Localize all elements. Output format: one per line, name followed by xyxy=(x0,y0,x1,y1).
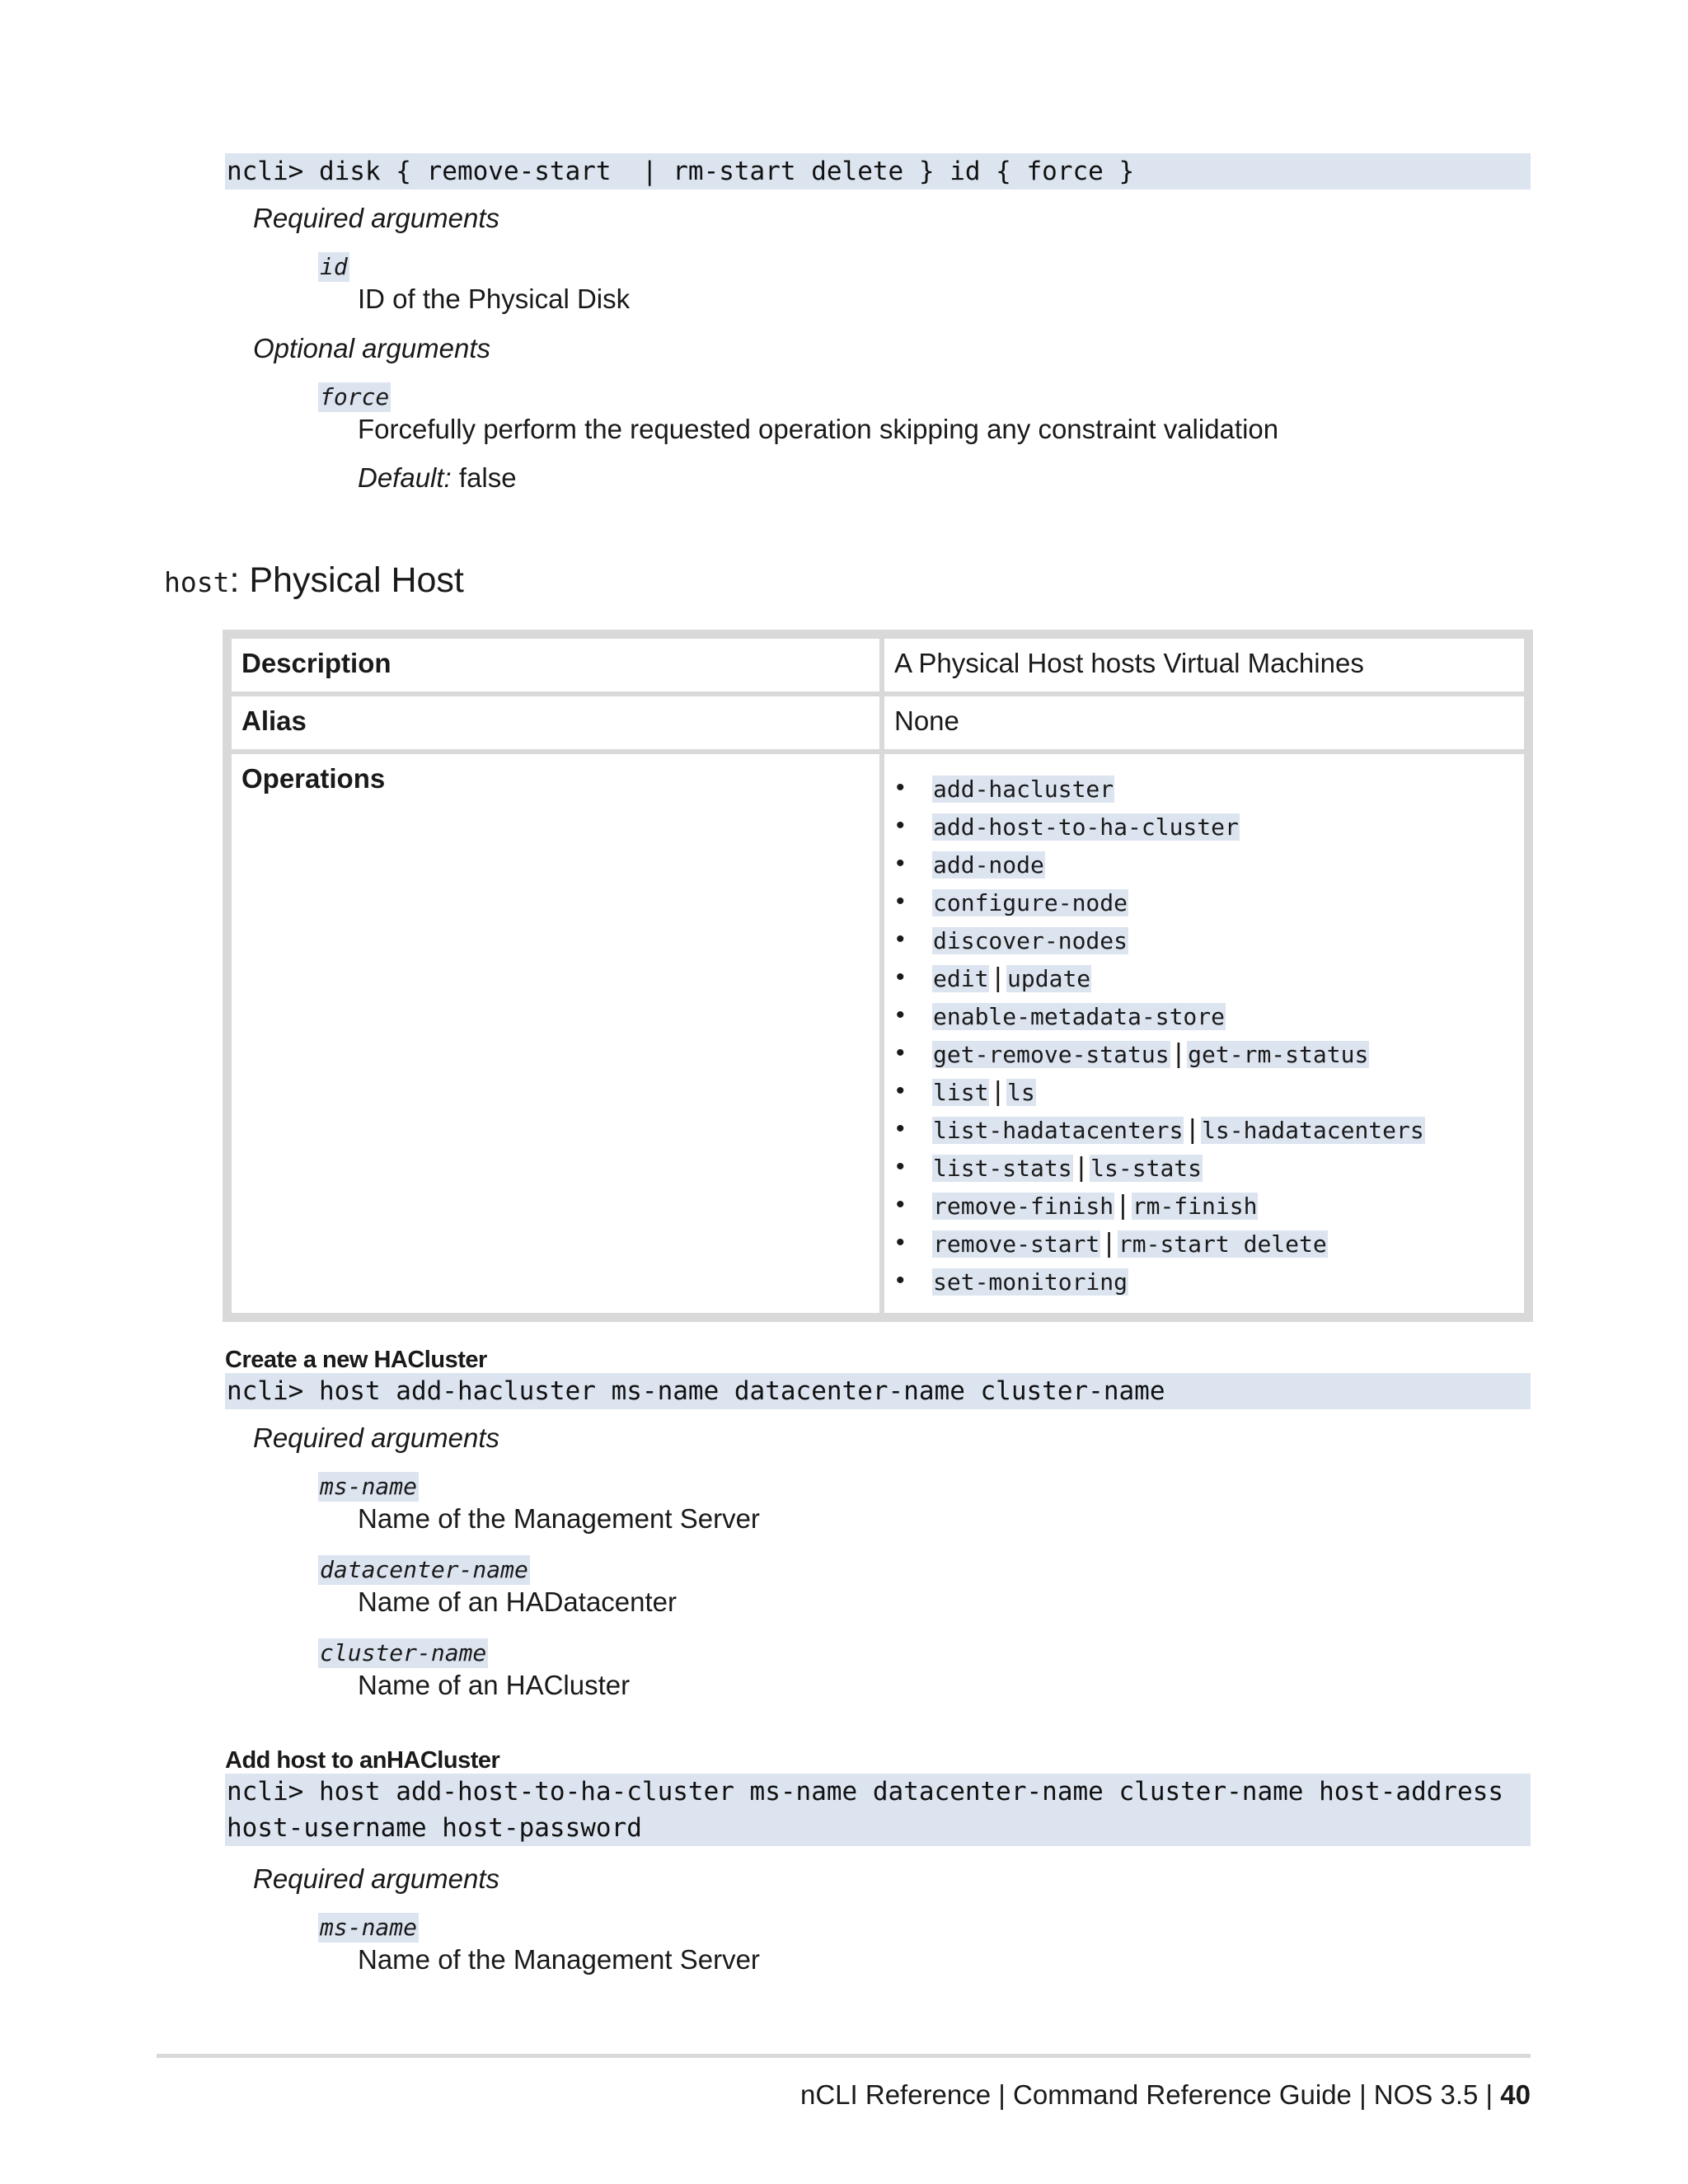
arg-name-datacenter-name: datacenter-name xyxy=(320,1556,528,1583)
list-item xyxy=(894,769,1514,807)
operation-name: configure-node xyxy=(933,889,1128,916)
operation-separator: | xyxy=(1189,1113,1197,1144)
bullet-icon: • xyxy=(896,1115,905,1142)
table-key-operations: Operations xyxy=(232,754,879,1313)
bullet-icon: • xyxy=(896,812,905,839)
required-arguments-heading: Required arguments xyxy=(253,1863,499,1894)
operation-name: set-monitoring xyxy=(933,1268,1128,1296)
operation-name: rm-finish xyxy=(1132,1193,1258,1220)
arg-desc-ms-name: Name of the Management Server xyxy=(358,1503,760,1534)
bullet-icon: • xyxy=(896,1077,905,1104)
section-title-host xyxy=(164,557,464,606)
heading-create-hacluster: Create a new HACluster xyxy=(225,1347,487,1373)
required-arguments-heading: Required arguments xyxy=(253,203,499,233)
arg-name-ms-name: ms-name xyxy=(320,1914,418,1941)
command-line-2: host-username host-password xyxy=(227,1813,642,1843)
bullet-icon: • xyxy=(896,1267,905,1294)
list-item xyxy=(894,1224,1514,1262)
operation-name: rm-start delete xyxy=(1118,1230,1327,1258)
section-title-cmd: host xyxy=(164,566,230,598)
operation-separator: | xyxy=(1077,1151,1085,1182)
operation-name: ls-stats xyxy=(1090,1155,1203,1182)
heading-add-host-to-hacluster: Add host to anHACluster xyxy=(225,1747,500,1774)
default-label: Default: xyxy=(358,462,452,493)
table-row-description xyxy=(232,639,1524,691)
arg-desc-force: Forcefully perform the requested operation skipping any constraint validation xyxy=(358,414,1279,444)
list-item xyxy=(894,1148,1514,1186)
table-row-operations xyxy=(232,754,1524,1313)
operation-separator: | xyxy=(1175,1038,1183,1068)
table-row-alias xyxy=(232,696,1524,749)
operation-name: remove-start xyxy=(933,1230,1100,1258)
required-arguments-heading: Required arguments xyxy=(253,1422,499,1453)
bullet-icon: • xyxy=(896,1039,905,1066)
command-line-1: ncli> host add-host-to-ha-cluster ms-name datacenter-name cluster-name host-address xyxy=(227,1777,1504,1807)
operation-separator: | xyxy=(1105,1227,1113,1258)
arg-default-force xyxy=(358,462,517,494)
arg-desc-ms-name: Name of the Management Server xyxy=(358,1944,760,1975)
operation-name: get-rm-status xyxy=(1188,1041,1369,1068)
arg-name-force: force xyxy=(320,383,390,410)
arg-name-ms-name: ms-name xyxy=(320,1473,418,1500)
list-item xyxy=(894,958,1514,996)
section-title-text: : Physical Host xyxy=(229,560,464,600)
arg-desc-cluster-name: Name of an HACluster xyxy=(358,1670,631,1700)
operation-name: ls xyxy=(1007,1079,1035,1106)
list-item xyxy=(894,807,1514,845)
disk-remove-command: ncli> disk { remove-start | rm-start delete } id { force } xyxy=(225,153,1531,190)
list-item xyxy=(894,1072,1514,1110)
operation-name: edit xyxy=(933,965,989,992)
operation-name: remove-finish xyxy=(933,1193,1114,1220)
operation-name: update xyxy=(1007,965,1091,992)
arg-name-cluster-name: cluster-name xyxy=(320,1639,487,1666)
list-item xyxy=(894,1186,1514,1224)
operation-name: discover-nodes xyxy=(933,927,1128,954)
list-item xyxy=(894,1262,1514,1300)
table-value-description: A Physical Host hosts Virtual Machines xyxy=(884,639,1524,691)
bullet-icon: • xyxy=(896,1001,905,1029)
list-item xyxy=(894,996,1514,1034)
add-hacluster-command: ncli> host add-hacluster ms-name datacenter-name cluster-name xyxy=(225,1373,1531,1409)
operation-name: ls-hadatacenters xyxy=(1202,1117,1424,1144)
operation-name: add-hacluster xyxy=(933,776,1114,803)
list-item xyxy=(894,1034,1514,1072)
footer-divider xyxy=(157,2054,1531,2058)
bullet-icon: • xyxy=(896,888,905,915)
operation-separator: | xyxy=(994,962,1002,992)
list-item xyxy=(894,1110,1514,1148)
table-value-alias: None xyxy=(884,696,1524,749)
operation-name: add-node xyxy=(933,851,1044,879)
bullet-icon: • xyxy=(896,963,905,991)
footer-text: nCLI Reference | Command Reference Guide | NOS 3.5 | xyxy=(799,2079,1501,2110)
bullet-icon: • xyxy=(896,850,905,877)
operation-name: list xyxy=(933,1079,989,1106)
operations-list xyxy=(894,769,1514,1300)
optional-arguments-heading: Optional arguments xyxy=(253,333,490,363)
table-key-description: Description xyxy=(232,639,879,691)
bullet-icon: • xyxy=(896,926,905,953)
operation-separator: | xyxy=(1119,1189,1127,1220)
arg-name-id: id xyxy=(320,253,348,280)
bullet-icon: • xyxy=(896,1229,905,1256)
list-item xyxy=(894,845,1514,883)
operation-name: enable-metadata-store xyxy=(933,1003,1226,1030)
arg-desc-datacenter-name: Name of an HADatacenter xyxy=(358,1586,678,1617)
page-number: 40 xyxy=(1500,2079,1531,2110)
operation-name: add-host-to-ha-cluster xyxy=(933,813,1239,841)
bullet-icon: • xyxy=(896,1153,905,1180)
host-info-table xyxy=(223,630,1533,1322)
operation-separator: | xyxy=(994,1076,1002,1106)
operation-name: list-stats xyxy=(933,1155,1072,1182)
operation-name: list-hadatacenters xyxy=(933,1117,1184,1144)
default-value: false xyxy=(451,462,517,493)
table-key-alias: Alias xyxy=(232,696,879,749)
bullet-icon: • xyxy=(896,774,905,801)
add-host-to-ha-cluster-command xyxy=(225,1774,1531,1846)
page-footer xyxy=(800,2079,1531,2111)
arg-desc-id: ID of the Physical Disk xyxy=(358,284,631,314)
list-item xyxy=(894,883,1514,921)
table-value-operations xyxy=(884,754,1524,1313)
bullet-icon: • xyxy=(896,1191,905,1218)
operation-name: get-remove-status xyxy=(933,1041,1170,1068)
list-item xyxy=(894,921,1514,958)
